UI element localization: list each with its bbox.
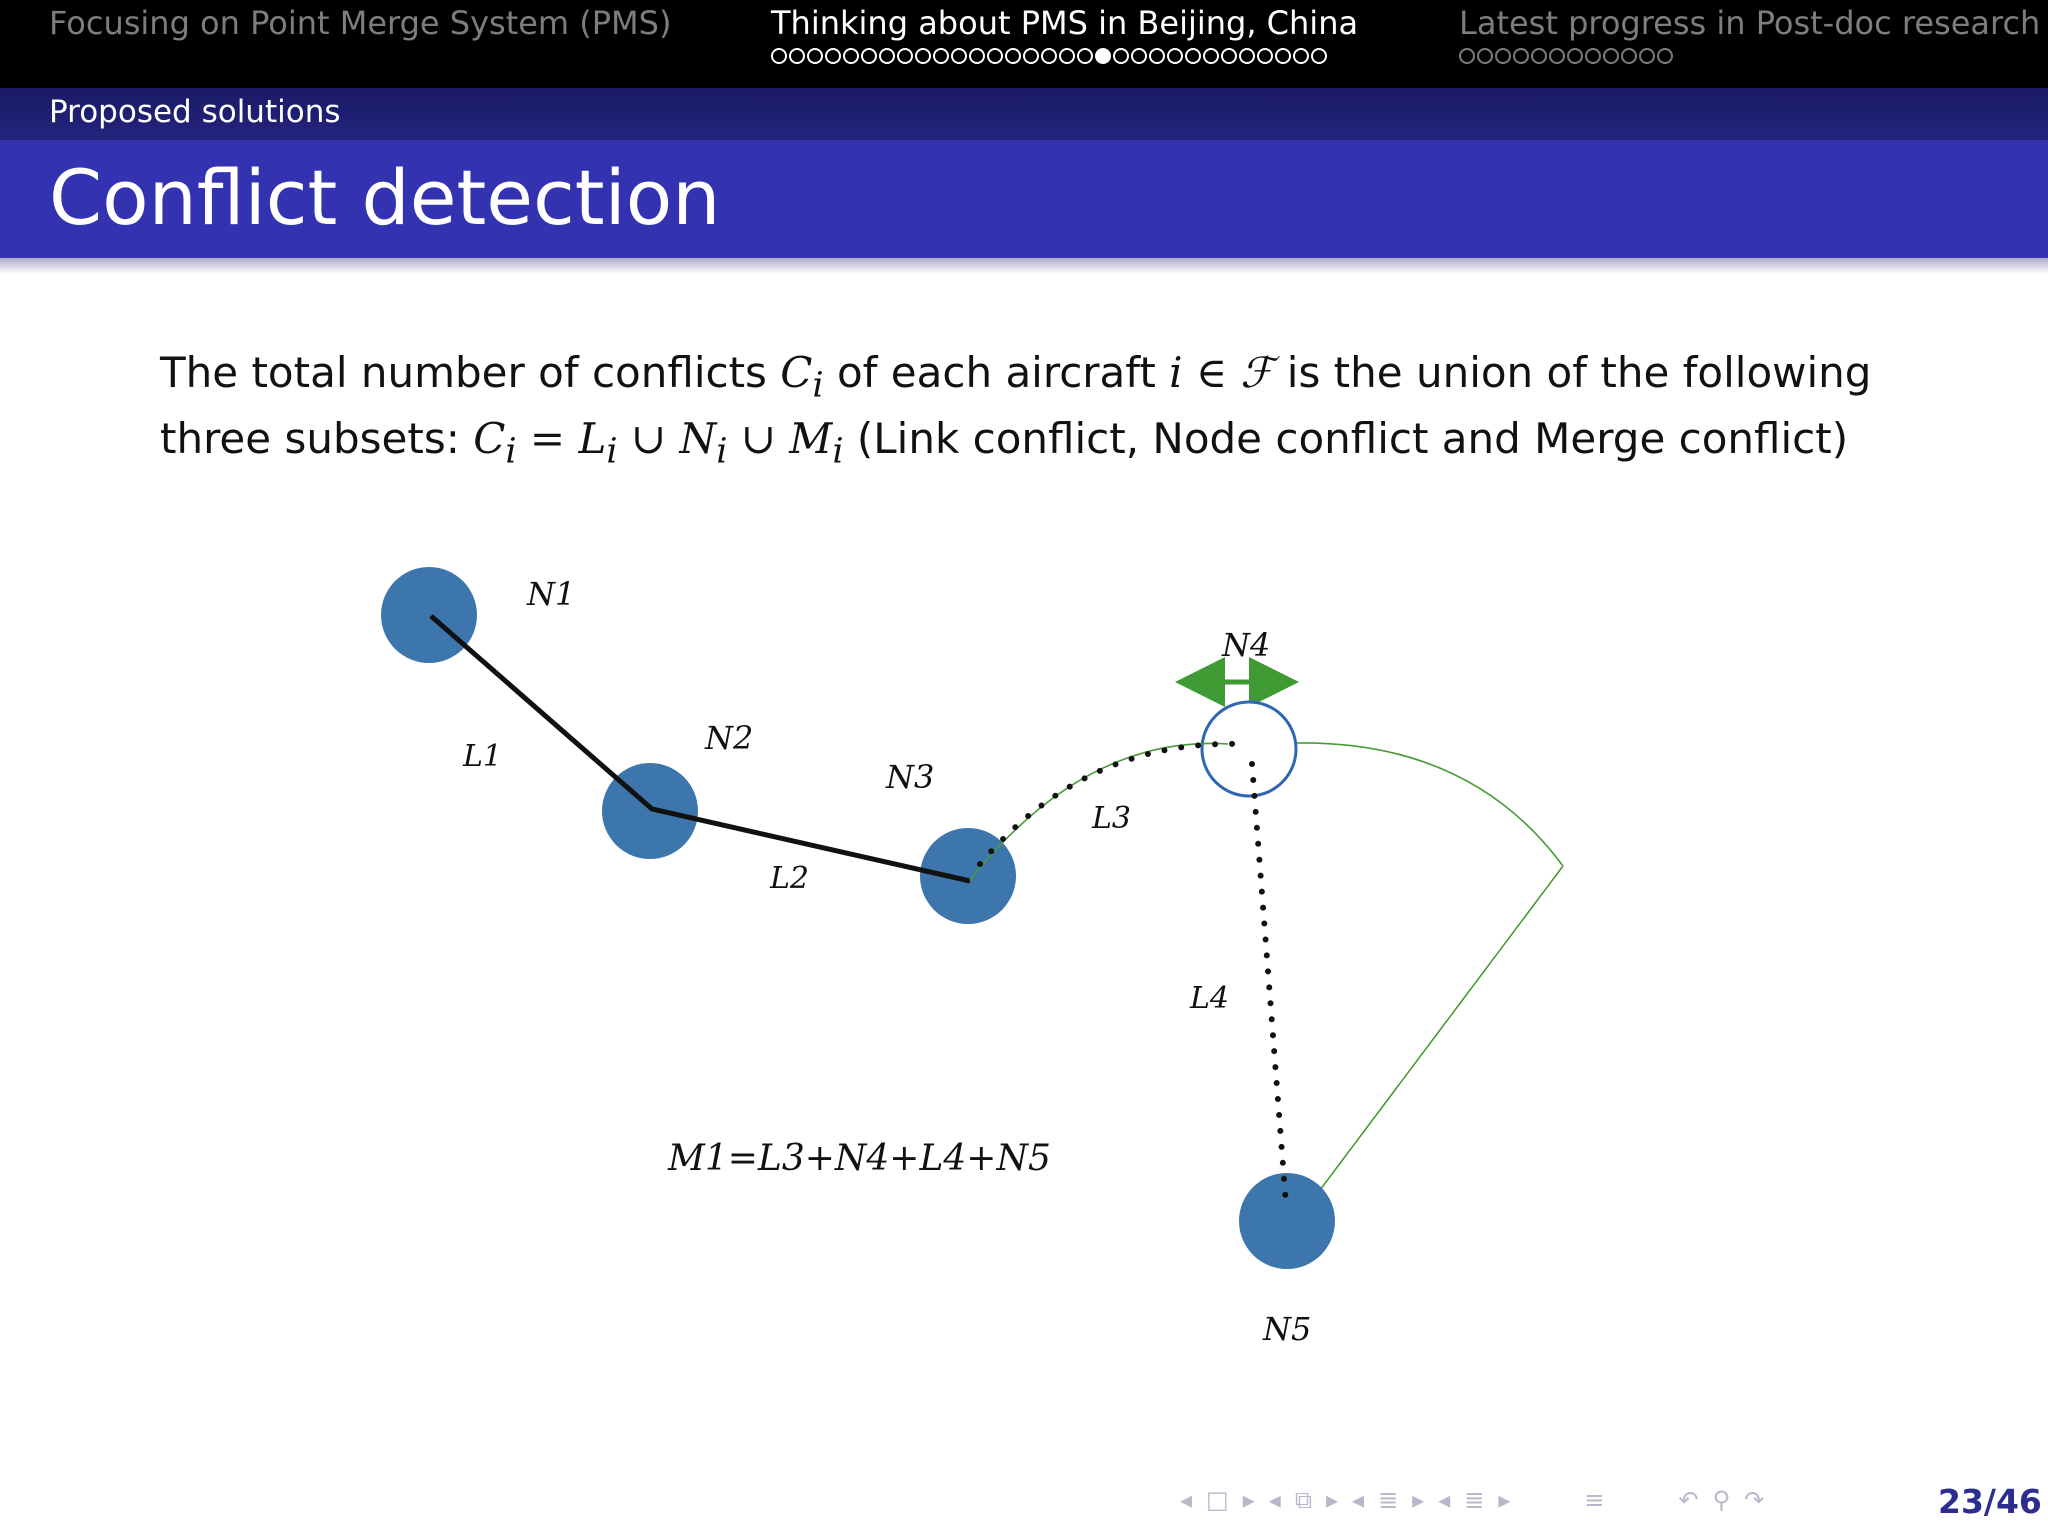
math-subscript: i: [505, 431, 517, 472]
math-subscript: i: [832, 431, 844, 472]
math-symbol: ∪ N: [617, 414, 717, 464]
math-symbol: ∪ M: [727, 414, 833, 464]
label-l1: L1: [463, 739, 503, 774]
align-icon[interactable]: ≡: [1584, 1486, 1605, 1514]
subsection-label: Proposed solutions: [49, 94, 341, 130]
node-n1: [381, 567, 477, 663]
subsection-icon[interactable]: ⧉: [1294, 1486, 1312, 1514]
label-l3: L3: [1092, 801, 1132, 836]
node-n5: [1239, 1173, 1335, 1269]
body-text-segment: three subsets:: [160, 414, 474, 464]
math-symbol: C: [780, 348, 813, 397]
body-text-segment: of each aircraft: [823, 348, 1170, 397]
nav-right-arrow-icon[interactable]: ▸: [1498, 1486, 1511, 1514]
label-n4: N4: [1222, 626, 1271, 664]
node-n4: [1202, 702, 1296, 796]
label-n2: N2: [705, 719, 754, 757]
page-number: 23/46: [1938, 1482, 2042, 1521]
label-n3: N3: [886, 758, 935, 796]
list-icon[interactable]: ≣: [1464, 1486, 1485, 1514]
label-n1: N1: [527, 575, 576, 613]
nav-left-arrow-icon[interactable]: ◂: [1438, 1486, 1451, 1514]
nav-right-arrow-icon[interactable]: ▸: [1242, 1486, 1255, 1514]
merge-sector-arc: [1295, 743, 1563, 866]
label-l2: L2: [770, 861, 810, 896]
nav-section-title[interactable]: Latest progress in Post-doc research: [1459, 4, 2041, 42]
merge-sector-edge: [1320, 866, 1563, 1190]
math-aircraft-set: i ∈ ℱ: [1169, 348, 1274, 397]
body-text-segment: The total number of conflicts: [160, 348, 781, 397]
math-subscript: i: [606, 431, 618, 472]
label-l4: L4: [1190, 981, 1230, 1016]
nav-right-arrow-icon[interactable]: ▸: [1325, 1486, 1339, 1514]
nav-left-arrow-icon[interactable]: ◂: [1352, 1486, 1365, 1514]
link-l4-dotted: [1252, 764, 1286, 1204]
merge-formula: M1=L3+N4+L4+N5: [668, 1138, 1051, 1179]
nav-section-title[interactable]: Focusing on Point Merge System (PMS): [49, 4, 672, 42]
nav-right-arrow-icon[interactable]: ▸: [1412, 1486, 1425, 1514]
math-subscript: i: [812, 365, 824, 406]
frame-title: Conflict detection: [49, 153, 721, 242]
body-text-segment: is the union of the following: [1273, 348, 1872, 397]
node-n3: [920, 828, 1016, 924]
frame-icon[interactable]: □: [1206, 1486, 1229, 1514]
math-symbol: = L: [516, 414, 607, 464]
section-icon[interactable]: ≣: [1378, 1486, 1399, 1514]
math-subscript: i: [716, 431, 728, 472]
math-symbol: C: [473, 414, 506, 464]
label-n5: N5: [1263, 1310, 1312, 1348]
nav-left-arrow-icon[interactable]: ◂: [1268, 1486, 1281, 1514]
redo-icon[interactable]: ↷: [1744, 1486, 1765, 1514]
undo-icon[interactable]: ↶: [1678, 1486, 1699, 1514]
nav-section-title[interactable]: Thinking about PMS in Beijing, China: [771, 4, 1359, 42]
body-text-segment: (Link conflict, Node conflict and Merge conflict): [843, 414, 1849, 464]
search-icon[interactable]: ⚲: [1712, 1486, 1731, 1514]
link-l1-l2-path: [431, 616, 970, 881]
beamer-navigation-controls: [1180, 1480, 1764, 1520]
nav-left-arrow-icon[interactable]: ◂: [1180, 1486, 1193, 1514]
